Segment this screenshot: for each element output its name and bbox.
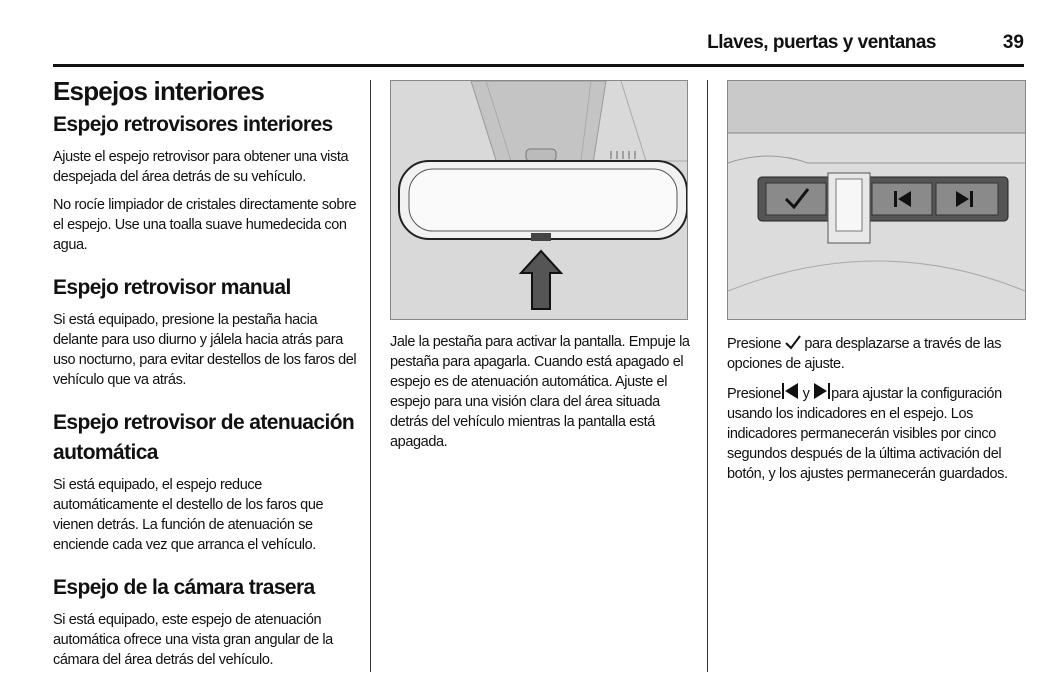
heading-auto-dimming-mirror: Espejo retrovisor de atenuación automática [53,411,355,464]
page-number: 39 [1002,32,1024,53]
mirror-buttons-illustration [727,80,1026,320]
figure-caption: Jale la pestaña para activar la pantalla. Empuje la pestaña para apagarla. Cuando está apagado el espejo es de atenuación automática. Ajuste el espejo para una visión clara del área situada detrás del vehículo mientras la pantalla está apagada. [390,334,690,450]
paragraph: Si está equipado, presione la pestaña hacia delante para uso diurno y jálela hacia atrás para uso nocturno, para evitar destellos de los faros del vehículo que va atrás. [53,312,357,388]
previous-icon [781,382,799,400]
page-header [53,28,1024,67]
next-icon [813,382,831,400]
column-left [53,76,358,678]
column-divider [370,80,371,672]
check-icon [785,334,801,350]
paragraph: Si está equipado, este espejo de atenuación automática ofrece una vista gran angular de la cámara del área detrás del vehículo. [53,612,333,668]
heading-manual-mirror: Espejo retrovisor manual [53,276,291,299]
paragraph: Si está equipado, el espejo reduce automáticamente el destello de los faros que vienen detrás. La función de atenuación se enciende cada vez que arranca el vehículo. [53,477,324,553]
heading-rear-camera-mirror: Espejo de la cámara trasera [53,576,315,599]
section-title: Llaves, puertas y ventanas [707,32,936,53]
paragraph: No rocíe limpiador de cristales directamente sobre el espejo. Use una toalla suave humedecida con agua. [53,197,357,253]
page-title: Espejos interiores [53,76,265,106]
heading-interior-mirror: Espejo retrovisores interiores [53,113,333,136]
paragraph: Presione y para ajustar la configuración usando los indicadores en el espejo. Los indicadores permanecerán visibles por cinco segundos después de la última activación del botón, y los ajustes permanecerán guardados. [727,382,1027,484]
column-divider [707,80,708,672]
column-right [727,76,1027,492]
mirror-illustration [390,80,688,320]
column-middle [390,76,690,460]
paragraph: Ajuste el espejo retrovisor para obtener una vista despejada del área detrás de su vehículo. [53,149,349,185]
paragraph: Presione para desplazarse a través de las opciones de ajuste. [727,336,1002,372]
